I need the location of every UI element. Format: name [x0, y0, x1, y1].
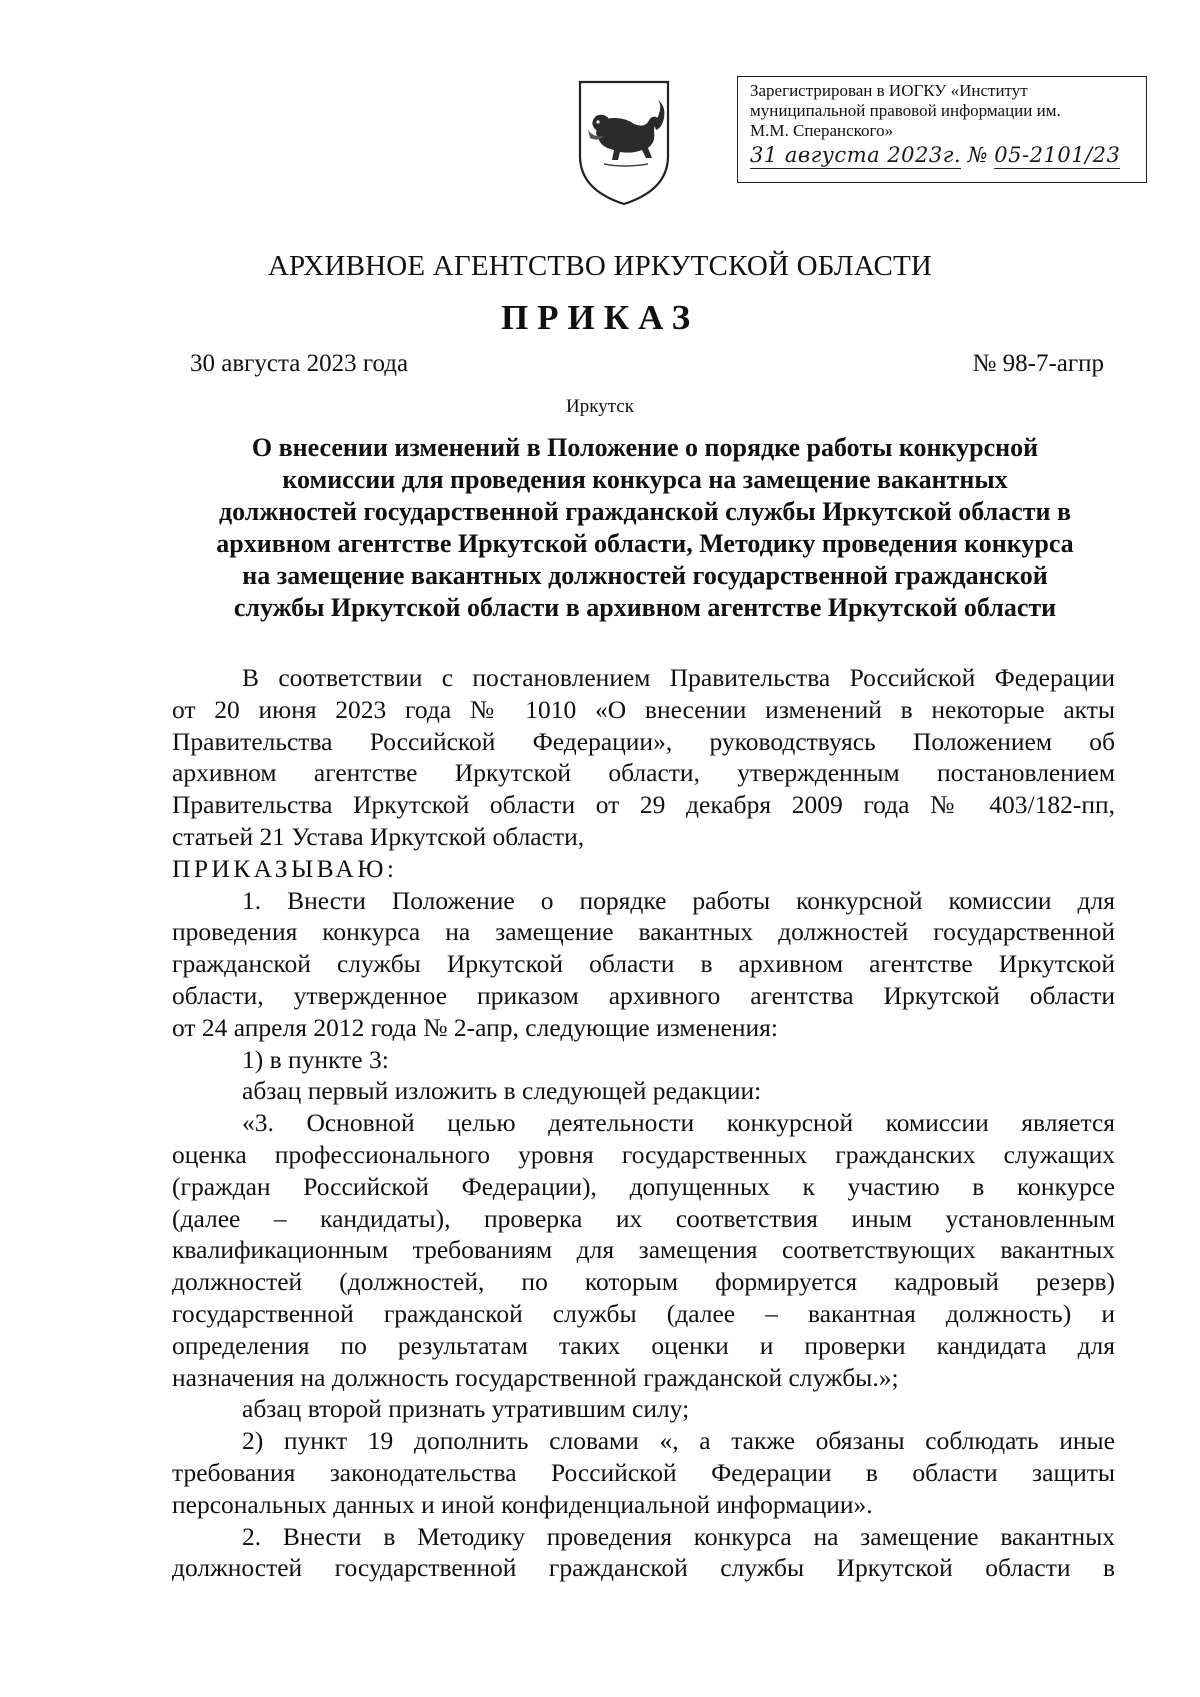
registration-stamp: [737, 76, 1147, 183]
body-line: (далее – кандидаты), проверка их соответствия иным установленным: [172, 1203, 1115, 1233]
city-name: Иркутск: [566, 396, 634, 417]
heading-line: О внесении изменений в Положение о порядке работы конкурсной: [251, 433, 1039, 462]
stamp-registration-date: 31 августа 2023г.: [750, 143, 962, 167]
body-line: от 24 апреля 2012 года № 2-апр, следующие изменения:: [172, 1012, 778, 1042]
heading-line: должностей государственной гражданской службы Иркутской области в: [218, 497, 1072, 526]
body-line: должностей (должностей, по которым формируется кадровый резерв): [172, 1267, 1115, 1297]
body-line: (граждан Российской Федерации), допущенных к участию в конкурсе: [172, 1171, 1115, 1201]
document-body: [172, 662, 1115, 1584]
body-line: персональных данных и иной конфиденциальной информации».: [172, 1489, 873, 1519]
body-line: квалификационным требованиям для замещения соответствующих вакантных: [172, 1235, 1115, 1265]
stamp-registration-number: 05-2101/23: [994, 143, 1121, 167]
document-heading: [170, 432, 1120, 624]
order-date: 30 августа 2023 года: [190, 350, 409, 377]
body-line: требования законодательства Российской Федерации в области защиты: [172, 1457, 1115, 1487]
stamp-number-label: №: [967, 143, 988, 167]
body-line: от 20 июня 2023 года № 1010 «О внесении изменений в некоторые акты: [172, 694, 1115, 724]
coat-of-arms-icon: [574, 78, 674, 208]
body-line: 1) в пункте 3:: [242, 1044, 389, 1074]
body-line: Правительства Российской Федерации», руководствуясь Положением об: [172, 726, 1115, 756]
body-line: оценка профессионального уровня государственных гражданских служащих: [172, 1139, 1115, 1169]
stamp-line-1: Зарегистрирован в ИОГКУ «Институт: [750, 81, 1028, 100]
order-number: № 98-7-агпр: [972, 350, 1104, 377]
body-line: статьей 21 Устава Иркутской области,: [172, 821, 585, 851]
body-line-orders: ПРИКАЗЫВАЮ:: [172, 853, 398, 883]
body-line: области, утвержденное приказом архивного агентства Иркутской области: [172, 980, 1115, 1010]
document-type-title: ПРИКАЗ: [500, 298, 700, 337]
body-line: абзац второй признать утратившим силу;: [242, 1394, 690, 1424]
heading-line: на замещение вакантных должностей государственной гражданской: [242, 561, 1048, 590]
body-line: В соответствии с постановлением Правительства Российской Федерации: [242, 663, 1115, 692]
body-line: Правительства Иркутской области от 29 декабря 2009 года № 403/182-пп,: [172, 790, 1115, 820]
body-line: абзац первый изложить в следующей редакции:: [242, 1076, 762, 1106]
stamp-line-3: М.М. Сперанского»: [750, 121, 894, 140]
heading-line: службы Иркутской области в архивном агентстве Иркутской области: [233, 593, 1057, 622]
stamp-handwritten-line: [750, 142, 1136, 169]
stamp-line-2: муниципальной правовой информации им.: [750, 101, 1061, 120]
body-line: должностей государственной гражданской службы Иркутской области в: [172, 1553, 1115, 1583]
body-line: гражданской службы Иркутской области в архивном агентстве Иркутской: [172, 949, 1115, 979]
heading-line: комиссии для проведения конкурса на замещение вакантных: [282, 465, 1008, 494]
body-line: 1. Внести Положение о порядке работы конкурсной комиссии для: [242, 885, 1115, 915]
body-line: «3. Основной целью деятельности конкурсной комиссии является: [242, 1108, 1115, 1138]
heading-line: архивном агентстве Иркутской области, Методику проведения конкурса: [216, 529, 1074, 558]
agency-name: АРХИВНОЕ АГЕНТСТВО ИРКУТСКОЙ ОБЛАСТИ: [267, 250, 933, 282]
body-line: архивном агентстве Иркутской области, утвержденным постановлением: [172, 758, 1115, 788]
body-line: назначения на должность государственной гражданской службы.»;: [172, 1362, 899, 1392]
body-line: 2. Внести в Методику проведения конкурса на замещение вакантных: [242, 1521, 1115, 1551]
body-line: 2) пункт 19 дополнить словами «, а также обязаны соблюдать иные: [242, 1426, 1115, 1456]
body-line: проведения конкурса на замещение вакантных должностей государственной: [172, 917, 1115, 947]
body-line: определения по результатам таких оценки и проверки кандидата для: [172, 1330, 1115, 1360]
body-line: государственной гражданской службы (далее – вакантная должность) и: [172, 1298, 1115, 1328]
